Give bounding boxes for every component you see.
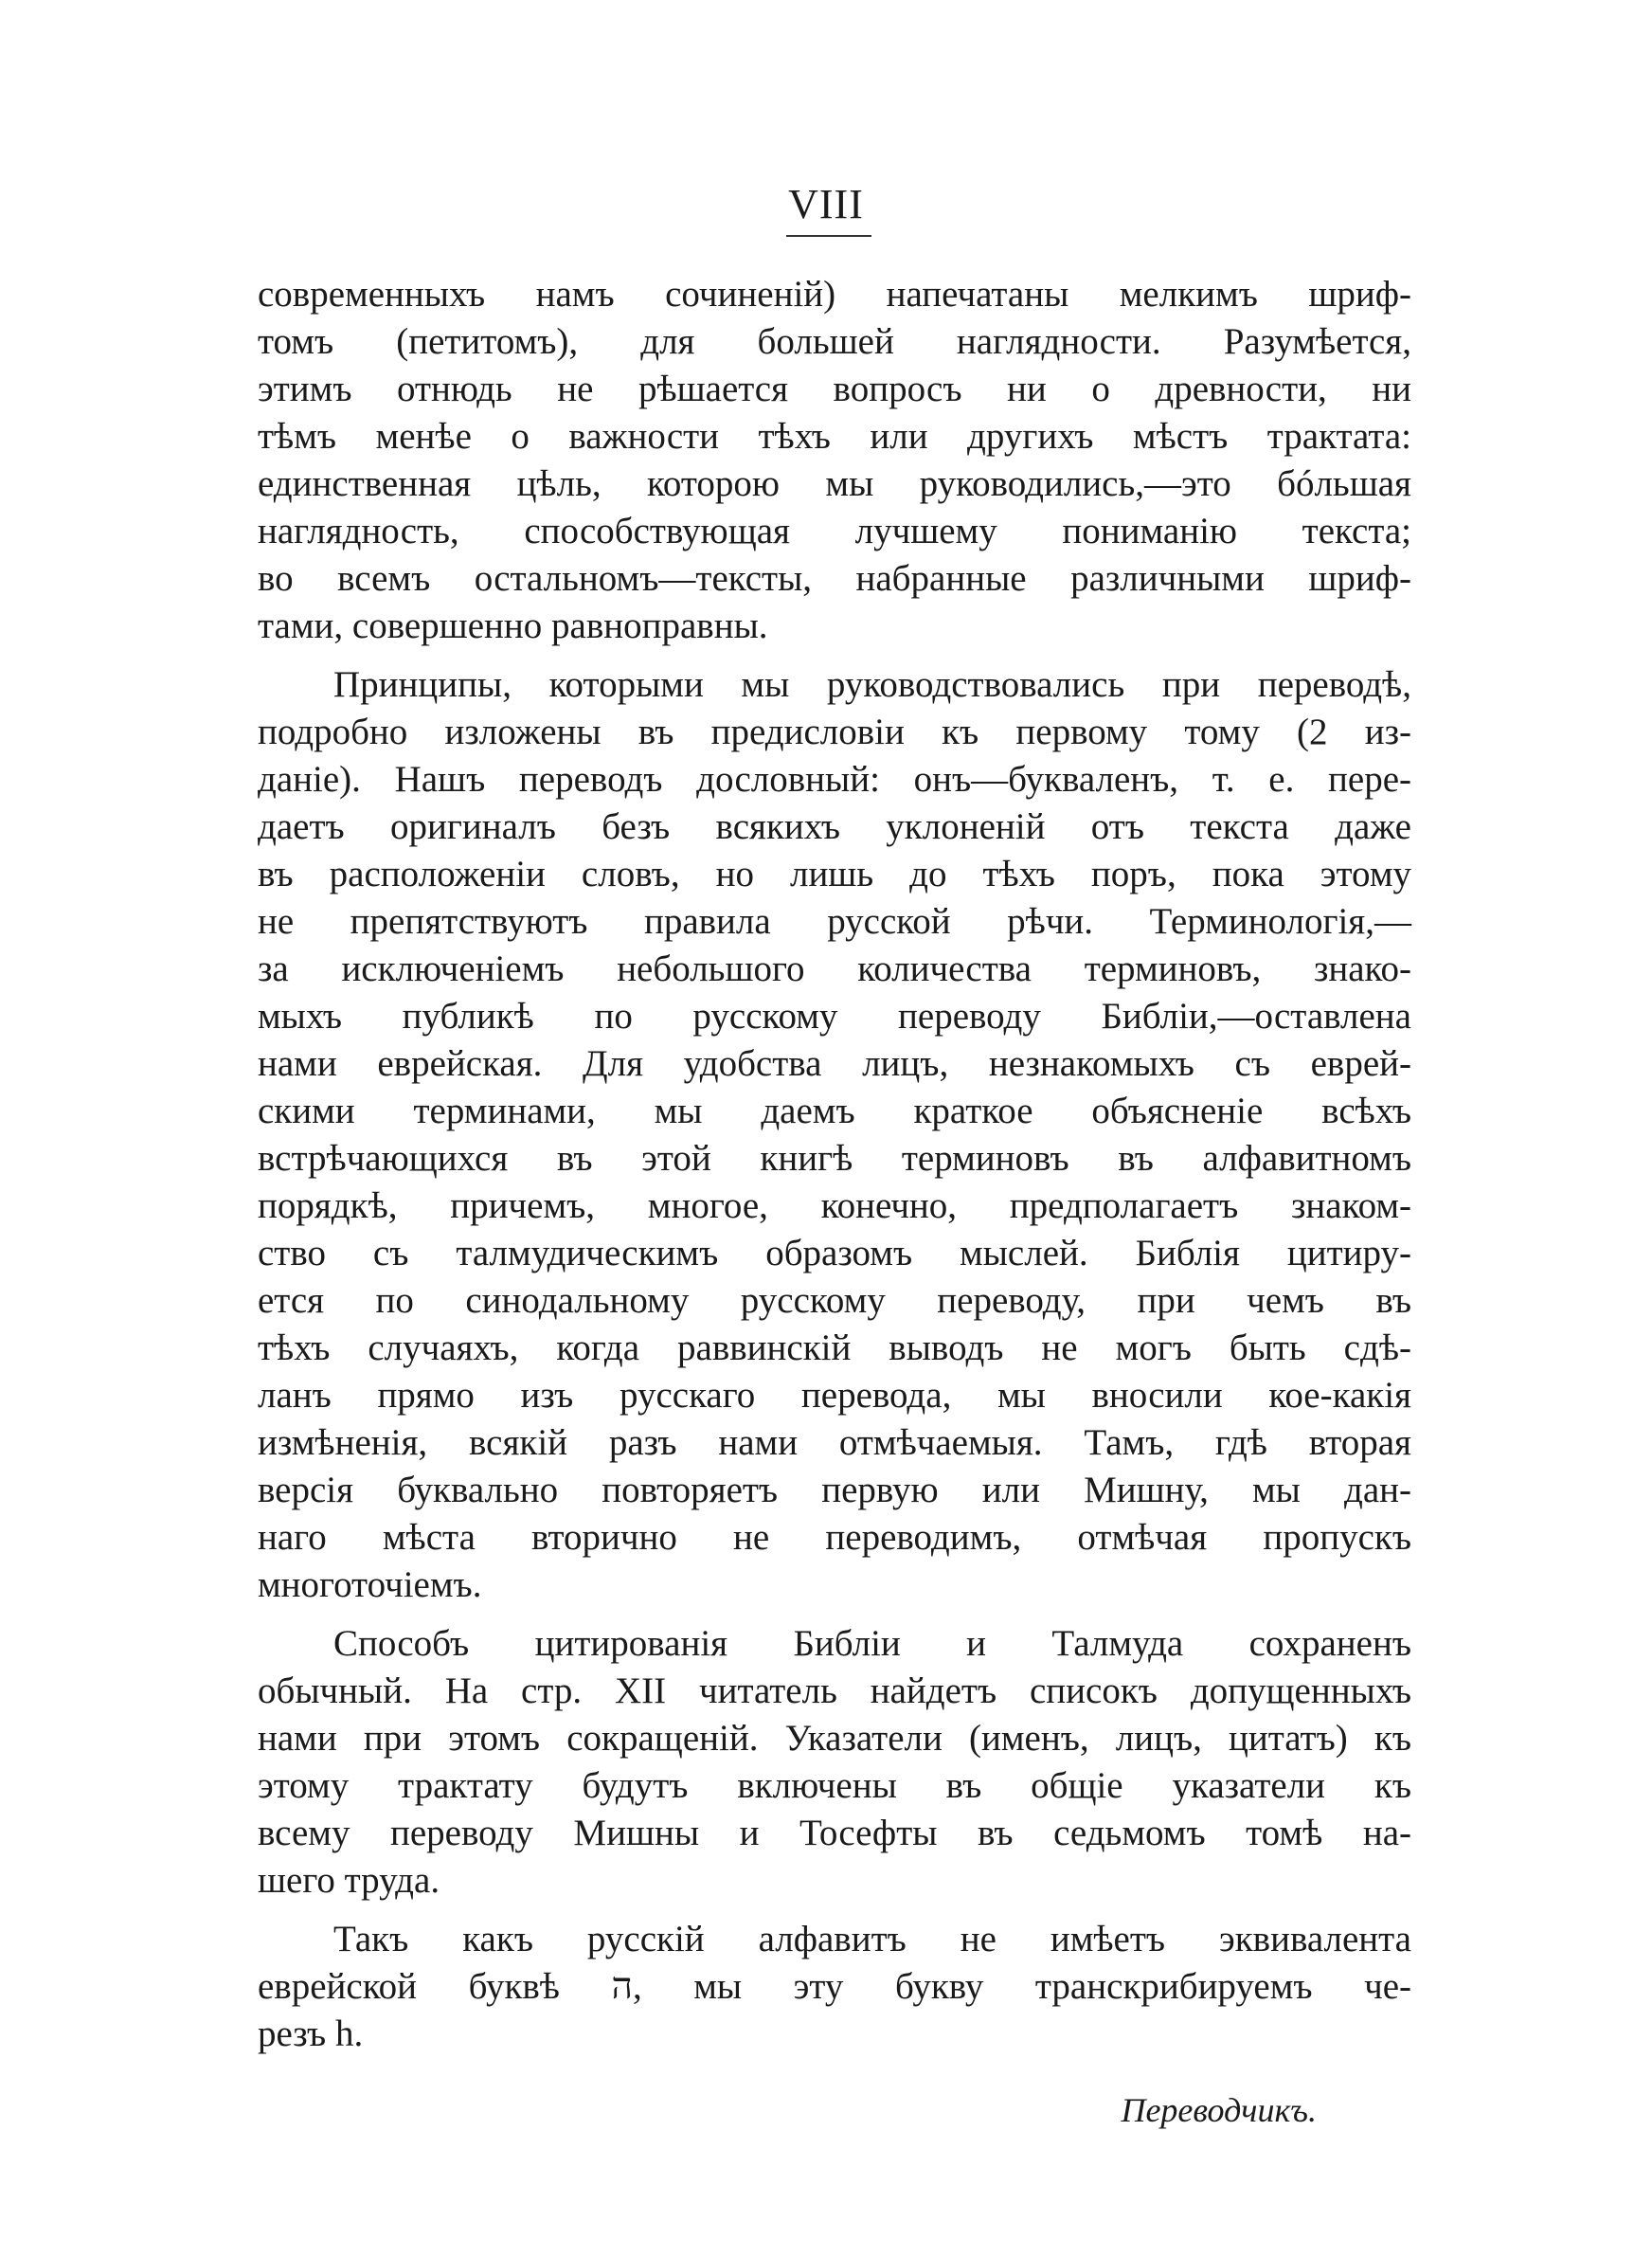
text-line: во всемъ остальномъ—тексты, набранные различными шриф- [258, 558, 1411, 599]
text-line-content: Такъ какъ русскій алфавитъ не имѣетъ эквивалента [333, 1919, 1411, 1959]
text-line [258, 661, 1411, 709]
text-line: тами, совершенно равноправны. [258, 605, 768, 646]
text-line [258, 1916, 1411, 1963]
text-line: подробно изложены въ предисловіи къ первому тому (2 из- [258, 712, 1411, 752]
text-line: обычный. На стр. XII читатель найдетъ списокъ допущенныхъ [258, 1670, 1411, 1711]
body-text [258, 271, 1411, 2069]
text-line: современныхъ намъ сочиненій) напечатаны мелкимъ шриф- [258, 274, 1411, 315]
text-line: всему переводу Мишны и Тосефты въ седьмомъ томѣ на- [258, 1813, 1411, 1853]
text-line: мыхъ публикѣ по русскому переводу Библіи,—оставлена [258, 996, 1411, 1037]
text-line: даетъ оригиналъ безъ всякихъ уклоненій отъ текста даже [258, 806, 1411, 847]
paragraph-1 [258, 271, 1411, 650]
text-line: даніе). Нашъ переводъ дословный: онъ—букваленъ, т. е. пере- [258, 759, 1411, 800]
text-line: въ расположеніи словъ, но лишь до тѣхъ поръ, пока этому [258, 854, 1411, 894]
text-line: тѣмъ менѣе о важности тѣхъ или другихъ мѣстъ трактата: [258, 416, 1411, 457]
text-line: еврейской буквѣ ה, мы эту букву транскрибируемъ че- [258, 1966, 1412, 2007]
text-line: скими терминами, мы даемъ краткое объясненіе всѣхъ [258, 1091, 1411, 1131]
text-line: нами при этомъ сокращеній. Указатели (именъ, лицъ, цитатъ) къ [258, 1718, 1411, 1759]
page-number: VIII [788, 181, 864, 227]
text-line [258, 1620, 1411, 1668]
text-line: встрѣчающихся въ этой книгѣ терминовъ въ алфавитномъ [258, 1138, 1411, 1179]
text-line: версія буквально повторяетъ первую или Мишну, мы дан- [258, 1470, 1411, 1510]
text-line: ланъ прямо изъ русскаго перевода, мы вносили кое-какія [258, 1375, 1411, 1416]
text-line: этому трактату будутъ включены въ общіе указатели къ [258, 1765, 1411, 1806]
text-line: шего труда. [258, 1860, 440, 1901]
paragraph-2 [258, 661, 1411, 1609]
text-line: не препятствуютъ правила русской рѣчи. Терминологія,— [258, 901, 1411, 942]
text-line-content: Принципы, которыми мы руководствовались при переводѣ, [333, 664, 1411, 705]
page-number-rule [786, 235, 871, 237]
paragraph-3 [258, 1620, 1411, 1905]
text-line: ство съ талмудическимъ образомъ мыслей. Библія цитиру- [258, 1233, 1411, 1273]
text-line: нами еврейская. Для удобства лицъ, незнакомыхъ съ еврей- [258, 1043, 1411, 1084]
text-line: единственная цѣль, которою мы руководились,—это бóльшая [258, 463, 1411, 504]
text-line: этимъ отнюдь не рѣшается вопросъ ни о древности, ни [258, 369, 1411, 409]
translator-signature: Переводчикъ. [1121, 2091, 1317, 2129]
text-line: резъ h. [258, 2013, 364, 2054]
paragraph-4 [258, 1916, 1411, 2058]
text-line: измѣненія, всякій разъ нами отмѣчаемыя. Тамъ, гдѣ вторая [258, 1422, 1411, 1463]
text-line: томъ (петитомъ), для большей наглядности. Разумѣется, [258, 321, 1411, 362]
text-line: наглядность, способствующая лучшему пониманію текста; [258, 511, 1411, 551]
text-line: ется по синодальному русскому переводу, при чемъ въ [258, 1280, 1411, 1321]
text-line-content: Способъ цитированія Библіи и Талмуда сохраненъ [333, 1623, 1411, 1664]
text-line: за исключеніемъ небольшого количества терминовъ, знако- [258, 948, 1411, 989]
text-line: порядкѣ, причемъ, многое, конечно, предполагаетъ знаком- [258, 1185, 1411, 1226]
text-line: тѣхъ случаяхъ, когда раввинскій выводъ не могъ быть сдѣ- [258, 1327, 1411, 1368]
text-line: наго мѣста вторично не переводимъ, отмѣчая пропускъ [258, 1517, 1411, 1558]
text-line: многоточіемъ. [258, 1564, 482, 1605]
